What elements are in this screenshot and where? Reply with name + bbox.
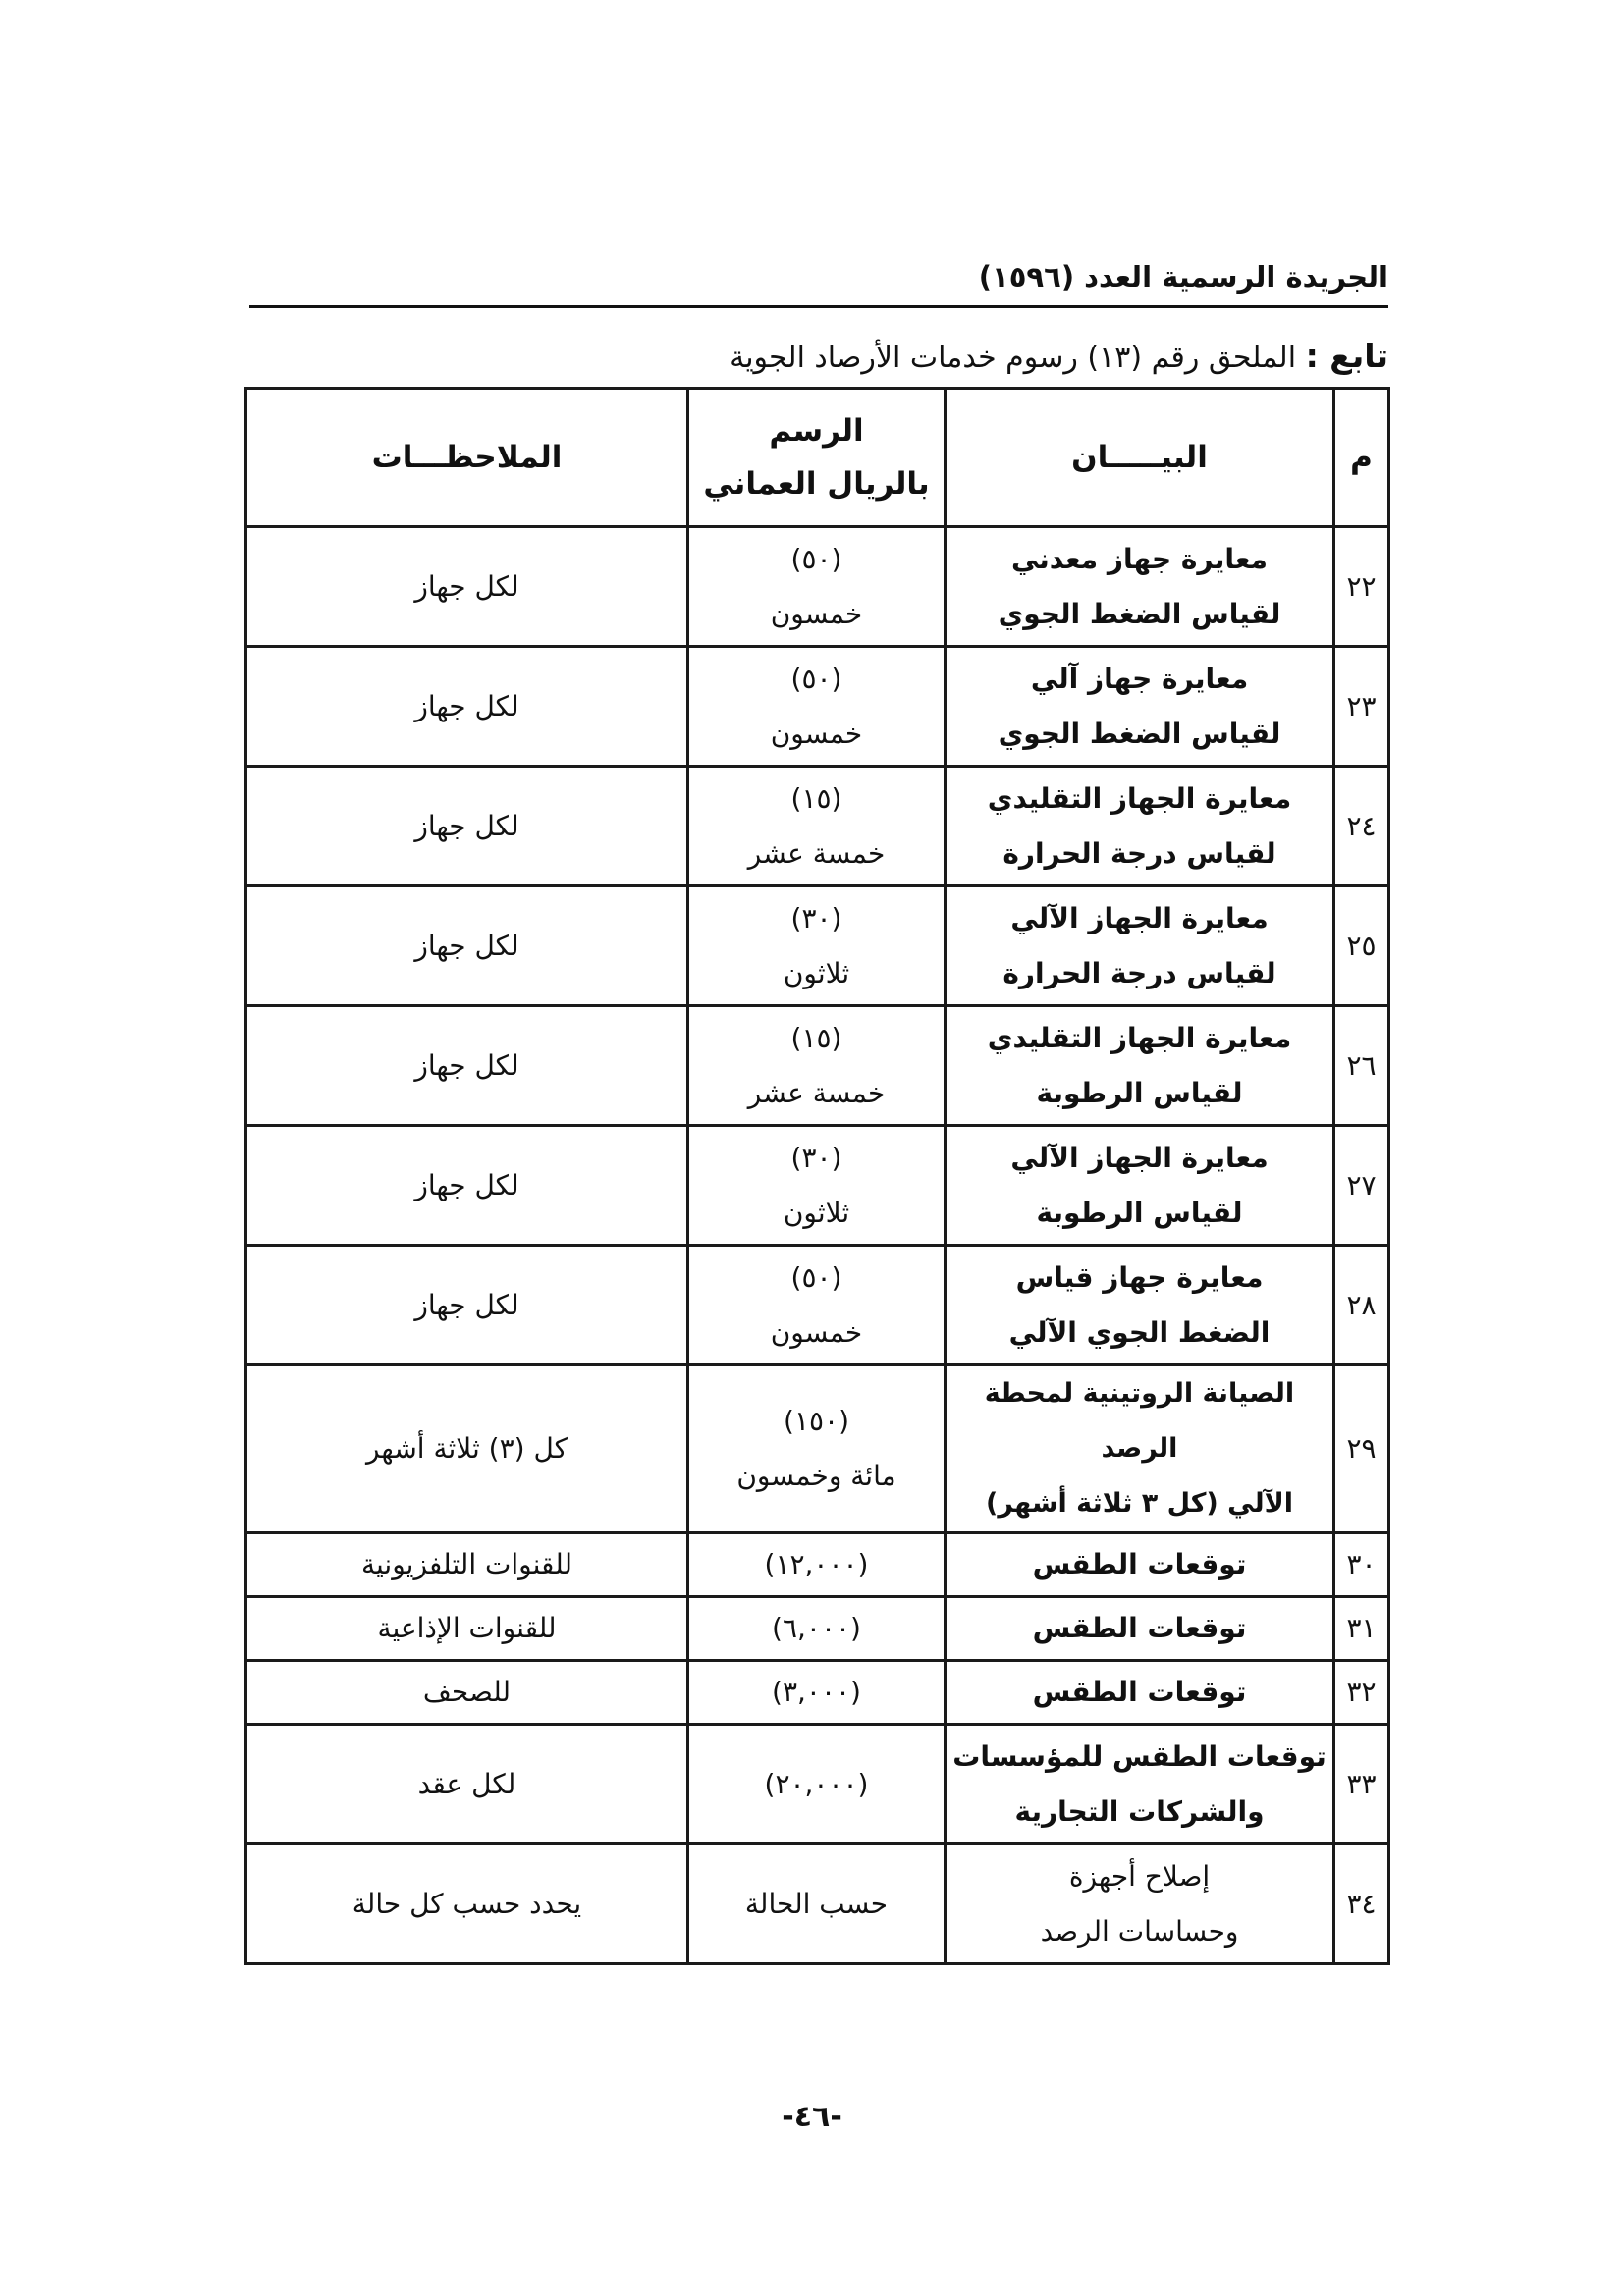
page-number: -٤٦- bbox=[782, 2100, 842, 2134]
row-fee: (٦,٠٠٠) bbox=[688, 1597, 946, 1661]
row-description bbox=[946, 767, 1334, 886]
table-row bbox=[246, 1661, 1389, 1725]
row-number: ٢٧ bbox=[1334, 1126, 1389, 1246]
description-line2: لقياس الضغط الجوي bbox=[998, 597, 1281, 630]
row-description bbox=[946, 1126, 1334, 1246]
description-line1: معايرة الجهاز التقليدي bbox=[987, 781, 1292, 815]
row-fee: (١٢,٠٠٠) bbox=[688, 1533, 946, 1597]
column-header-fee-line2: بالريال العماني bbox=[703, 466, 930, 502]
row-number: ٣١ bbox=[1334, 1597, 1389, 1661]
fee-amount: (١٥٠) bbox=[784, 1405, 849, 1437]
description-line2: لقياس درجة الحرارة bbox=[1002, 836, 1276, 870]
row-note: للصحف bbox=[246, 1661, 688, 1725]
row-description bbox=[946, 1725, 1334, 1844]
fees-table bbox=[244, 387, 1390, 1965]
fee-amount: (٣٠) bbox=[790, 901, 842, 934]
fee-in-words: ثلاثون bbox=[783, 1196, 850, 1229]
fee-amount: (٥٠) bbox=[790, 662, 842, 695]
row-note: للقنوات الإذاعية bbox=[246, 1597, 688, 1661]
fee-in-words: خمسة عشر bbox=[747, 836, 886, 870]
row-note: لكل جهاز bbox=[246, 647, 688, 767]
row-description bbox=[946, 1006, 1334, 1126]
fee-amount: (٥٠) bbox=[790, 1260, 842, 1294]
table-row bbox=[246, 1246, 1389, 1365]
description-line2: لقياس درجة الحرارة bbox=[1002, 956, 1276, 989]
row-number: ٢٥ bbox=[1334, 886, 1389, 1006]
row-description bbox=[946, 647, 1334, 767]
gazette-header: الجريدة الرسمية العدد (١٥٩٦) bbox=[978, 260, 1388, 294]
fee-in-words: مائة وخمسون bbox=[736, 1460, 896, 1492]
description-line1: الصيانة الروتينية لمحطة الرصد bbox=[984, 1378, 1295, 1464]
fee-in-words: خمسون bbox=[770, 717, 863, 750]
fee-amount: (٥٠) bbox=[790, 542, 842, 575]
row-fee bbox=[688, 767, 946, 886]
row-fee bbox=[688, 1006, 946, 1126]
description-line1: معايرة الجهاز التقليدي bbox=[987, 1021, 1292, 1054]
row-fee bbox=[688, 647, 946, 767]
description-line1: إصلاح أجهزة bbox=[1068, 1859, 1211, 1893]
column-header-num: م bbox=[1334, 389, 1389, 527]
row-fee: (٣,٠٠٠) bbox=[688, 1661, 946, 1725]
row-fee bbox=[688, 1365, 946, 1533]
row-number: ٣٤ bbox=[1334, 1844, 1389, 1964]
description-line1: معايرة الجهاز الآلي bbox=[1010, 901, 1269, 934]
fee-in-words: خمسون bbox=[770, 1315, 863, 1349]
row-number: ٢٦ bbox=[1334, 1006, 1389, 1126]
row-description: توقعات الطقس bbox=[946, 1533, 1334, 1597]
row-note: لكل جهاز bbox=[246, 1006, 688, 1126]
table-row bbox=[246, 886, 1389, 1006]
row-number: ٢٨ bbox=[1334, 1246, 1389, 1365]
fee-in-words: ثلاثون bbox=[783, 956, 850, 989]
row-note: لكل جهاز bbox=[246, 767, 688, 886]
row-number: ٣٣ bbox=[1334, 1725, 1389, 1844]
appendix-title bbox=[249, 335, 1388, 380]
row-number: ٣٢ bbox=[1334, 1661, 1389, 1725]
row-description: توقعات الطقس bbox=[946, 1597, 1334, 1661]
row-note: لكل عقد bbox=[246, 1725, 688, 1844]
row-note: لكل جهاز bbox=[246, 527, 688, 647]
table-row bbox=[246, 647, 1389, 767]
description-line1: معايرة جهاز معدني bbox=[1010, 542, 1269, 575]
fee-amount: (١٥) bbox=[790, 781, 842, 815]
header-rule bbox=[249, 305, 1388, 308]
table-row bbox=[246, 1597, 1389, 1661]
description-line2: وحساسات الرصد bbox=[1040, 1914, 1239, 1948]
row-fee bbox=[688, 1246, 946, 1365]
row-fee: حسب الحالة bbox=[688, 1844, 946, 1964]
row-description bbox=[946, 527, 1334, 647]
table-row bbox=[246, 767, 1389, 886]
row-note: يحدد حسب كل حالة bbox=[246, 1844, 688, 1964]
description-line1: معايرة جهاز قياس bbox=[1015, 1260, 1264, 1294]
row-description bbox=[946, 1246, 1334, 1365]
row-fee bbox=[688, 1126, 946, 1246]
description-line2: لقياس الرطوبة bbox=[1036, 1196, 1243, 1229]
row-description bbox=[946, 1365, 1334, 1533]
row-description bbox=[946, 886, 1334, 1006]
table-row bbox=[246, 1533, 1389, 1597]
description-line2: والشركات التجارية bbox=[1014, 1794, 1265, 1828]
row-note: كل (٣) ثلاثة أشهر bbox=[246, 1365, 688, 1533]
row-number: ٣٠ bbox=[1334, 1533, 1389, 1597]
row-note: لكل جهاز bbox=[246, 886, 688, 1006]
row-number: ٢٣ bbox=[1334, 647, 1389, 767]
description-line1: معايرة الجهاز الآلي bbox=[1010, 1141, 1269, 1174]
table-row bbox=[246, 1725, 1389, 1844]
column-header-fee bbox=[688, 389, 946, 527]
fee-in-words: خمسة عشر bbox=[747, 1076, 886, 1109]
row-fee bbox=[688, 527, 946, 647]
table-row bbox=[246, 1126, 1389, 1246]
row-fee bbox=[688, 886, 946, 1006]
table-row bbox=[246, 527, 1389, 647]
column-header-fee-line1: الرسم bbox=[769, 413, 864, 449]
row-note: لكل جهاز bbox=[246, 1126, 688, 1246]
column-header-description: البيـــــان bbox=[946, 389, 1334, 527]
row-description: توقعات الطقس bbox=[946, 1661, 1334, 1725]
row-description bbox=[946, 1844, 1334, 1964]
fee-amount: (٣٠) bbox=[790, 1141, 842, 1174]
table-row bbox=[246, 1365, 1389, 1533]
description-line1: معايرة جهاز آلي bbox=[1030, 662, 1249, 695]
title-lead: تابع : bbox=[1305, 337, 1388, 375]
fee-amount: (١٥) bbox=[790, 1021, 842, 1054]
row-fee: (٢٠,٠٠٠) bbox=[688, 1725, 946, 1844]
title-text: الملحق رقم (١٣) رسوم خدمات الأرصاد الجوية bbox=[730, 341, 1297, 375]
description-line2: لقياس الرطوبة bbox=[1036, 1076, 1243, 1109]
row-note: لكل جهاز bbox=[246, 1246, 688, 1365]
table-row bbox=[246, 1006, 1389, 1126]
description-line2: الآلي (كل ٣ ثلاثة أشهر) bbox=[986, 1488, 1293, 1519]
fee-in-words: خمسون bbox=[770, 597, 863, 630]
table-header-row bbox=[246, 389, 1389, 527]
row-number: ٢٢ bbox=[1334, 527, 1389, 647]
description-line1: توقعات الطقس للمؤسسات bbox=[952, 1739, 1326, 1773]
table-row bbox=[246, 1844, 1389, 1964]
description-line2: لقياس الضغط الجوي bbox=[998, 717, 1281, 750]
row-number: ٢٩ bbox=[1334, 1365, 1389, 1533]
row-number: ٢٤ bbox=[1334, 767, 1389, 886]
column-header-notes: الملاحظـــات bbox=[246, 389, 688, 527]
description-line2: الضغط الجوي الآلي bbox=[1008, 1315, 1271, 1349]
row-note: للقنوات التلفزيونية bbox=[246, 1533, 688, 1597]
